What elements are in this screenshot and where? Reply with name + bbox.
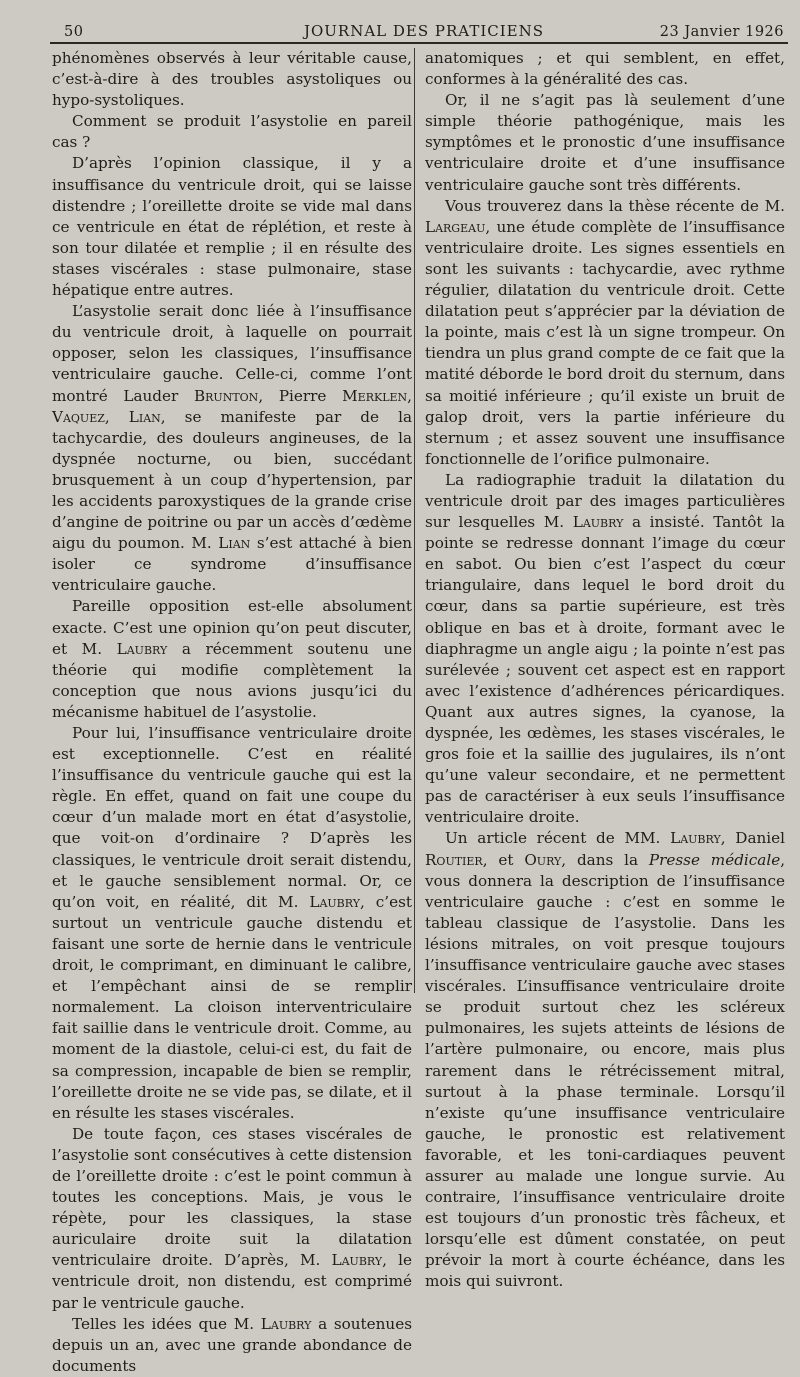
paragraph [52,1314,412,1377]
paragraph: phénomènes observés à leur véritable cause, c’est-à-dire à des troubles asystoliques ou hypo-systoliques. [52,49,412,110]
issue-date: 23 Janvier 1926 [659,24,784,40]
text-run: Un article récent de MM. [445,829,671,848]
text-run: , dans la [561,850,649,869]
author-name: Laubry [309,892,360,911]
running-header [64,18,784,40]
page-number: 50 [64,24,84,40]
header-rule [50,42,788,44]
text-run: , le ventricule droit, non distendu, est comprimé par le ventricule gauche. [52,1251,412,1312]
text-run: , se manifeste par de la tachycardie, des douleurs angineuses, de la dyspnée nocturne, ou bien, succédant brusquement à un coup d’hypertension, par les accidents paroxystiques de la grande crise d’angine de poitrine ou par un accès d’œdème aigu du poumon. M. [52,407,413,553]
text-run: , une étude complète de l’insuffisance ventriculaire droite. Les signes essentiels en sont les suivants : tachycardie, avec rythme régulier, dilatation du ventricule droit. Cette dilatation peut s’apprécier par la déviation de la pointe, mais c’est là un signe trompeur. On tiendra un plus grand compte de ce fait que la matité déborde le bord droit du sternum, dans sa moitié inférieure ; qu’il existe un bruit de galop droit, vers la partie inférieure du sternum ; et assez souvent une insuffisance fonctionnelle de l’orifice pulmonaire. [425,217,785,468]
text-run: , vous donnera la description de l’insuffisance ventriculaire gauche : c’est en somme le tableau classique de l’asystolie. Dans les lésions mitrales, on voit presque toujours l’insuffisance ventriculaire gauche avec stases viscérales. L’insuffisance ventriculaire droite se produit surtout chez les scléreux pulmonaires, les sujets atteints de lésions de l’artère pulmonaire, ou encore, mais plus rarement dans le rétrécissement mitral, surtout à la phase terminale. Lorsqu’il n’existe qu’une insuffisance ventriculaire gauche, le pronostic est relativement favorable, et les toni-cardiaques peuvent assurer au malade une longue survie. Au contraire, l’insuffisance ventriculaire droite est toujours d’un pronostic très fâcheux, et lorsqu’elle est dûment constatée, on peut prévoir la mort à courte échéance, dans les mois qui suivront. [425,850,786,1291]
text-run: , Daniel [720,829,785,848]
paragraph [52,1124,412,1314]
journal-name: Presse médicale [648,850,781,869]
text-run: s’est attaché à bien isoler ce syndrome d’insuffisance ventriculaire gauche. [52,534,412,595]
text-run: Telles les idées que M. [72,1314,261,1333]
author-name: Lian [218,534,251,553]
paragraph [425,828,785,1292]
column-divider [414,48,415,993]
text-run: Pareille opposition est-elle absolument exacte. C’est une opinion qu’on peut discuter, et M. [52,597,412,658]
paragraph [425,196,785,470]
text-run: , c’est surtout un ventricule gauche distendu et faisant une sorte de hernie dans le ventricule droit, le comprimant, en diminuant le calibre, et l’empêchant ainsi de se remplir normalement. La cloison interventriculaire fait saillie dans le ventricule droit. Comme, au moment de la diastole, celui-ci est, du fait de sa compression, incapable de bien se remplir, l’oreillette droite ne se vide pas, se dilate, et il en résulte les stases viscérales. [52,892,412,1122]
text-run: La radiographie traduit la dilatation du ventricule droit par des images particulières sur lesquelles M. [425,470,785,532]
author-name: Laubry [572,513,624,532]
text-run: L’asystolie serait donc liée à l’insuffisance du ventricule droit, à laquelle on pourrait opposer, selon les classiques, l’insuffisance ventriculaire gauche. Celle-ci, comme l’ont montré Lauder [52,302,412,405]
paragraph [52,301,412,596]
author-name: Laubry [260,1314,312,1333]
author-name: Vaquez [52,407,105,426]
paragraph [52,596,412,723]
text-run: a soutenues depuis un an, avec une grande abondance de documents [52,1314,412,1375]
author-name: Brunton [193,386,259,405]
text-run: a récemment soutenu une théorie qui modifie complètement la conception que nous avions jusqu’ici du mécanisme habituel de l’asystolie. [52,639,412,721]
paragraph: Comment se produit l’asystolie en pareil cas ? [52,112,412,152]
paragraph: Or, il ne s’agit pas là seulement d’une simple théorie pathogénique, mais les symptômes et le pronostic d’une insuffisance ventriculaire droite et d’une insuffisance ventriculaire gauche sont très différents. [425,91,785,194]
paragraph [52,723,412,1124]
author-name: Merklen [342,386,408,405]
text-run: , et [482,850,525,869]
right-column [425,48,785,1293]
author-name: Oury [524,850,562,869]
paragraph: D’après l’opinion classique, il y a insuffisance du ventricule droit, qui se laisse distendre ; l’oreillette droite se vide mal dans ce ventricule en état de réplétion, et reste à son tour dilatée et remplie ; il en résulte des stases viscérales : stase pulmonaire, stase hépatique entre autres. [52,154,412,300]
left-column [52,48,412,1377]
text-run: De toute façon, ces stases viscérales de l’asystolie sont consécutives à cette distension de l’oreillette droite : c’est le point commun à toutes les conceptions. Mais, je vous le répète, pour les classiques, la stase auriculaire droite suit la dilatation ventriculaire droite. D’après, M. [52,1124,412,1270]
text-run: , [104,407,129,426]
author-name: Laubry [116,639,168,658]
author-name: Laubry [331,1251,383,1270]
text-run: Vous trouverez dans la thèse récente de M. [445,196,785,215]
author-name: Largeau [425,217,486,236]
author-name: Lian [128,407,161,426]
text-run: a insisté. Tantôt la pointe se redresse donnant l’image du cœur en sabot. Ou bien c’est l’aspect du cœur triangulaire, dans lequel le bord droit du cœur, dans sa partie supérieure, est très oblique en bas et à droite, formant avec le diaphragme un angle aigu ; la pointe n’est pas surélevée ; souvent cet aspect est en rapport avec l’existence d’adhérences péricardiques. Quant aux autres signes, la cyanose, la dyspnée, les œdèmes, les stases viscérales, le gros foie et la saillie des jugulaires, ils n’ont qu’une valeur secondaire, et ne permettent pas de caractériser à eux seuls l’insuffisance ventriculaire droite. [425,513,785,827]
text-run: , [407,386,412,405]
text-run: Pour lui, l’insuffisance ventriculaire droite est exceptionnelle. C’est en réalité l’insuffisance du ventricule gauche qui est la règle. En effet, quand on fait une coupe du cœur d’un malade mort en état d’asystolie, que voit-on d’ordinaire ? D’après les classiques, le ventricule droit serait distendu, et le gauche sensiblement normal. Or, ce qu’on voit, en réalité, dit M. [52,724,412,911]
journal-title: JOURNAL DES PRATICIENS [303,22,545,40]
author-name: Laubry [670,829,721,848]
paragraph [425,470,785,829]
text-run: , Pierre [258,386,343,405]
author-name: Routier [425,850,483,869]
paragraph: anatomiques ; et qui semblent, en effet, conformes à la généralité des cas. [425,49,785,89]
